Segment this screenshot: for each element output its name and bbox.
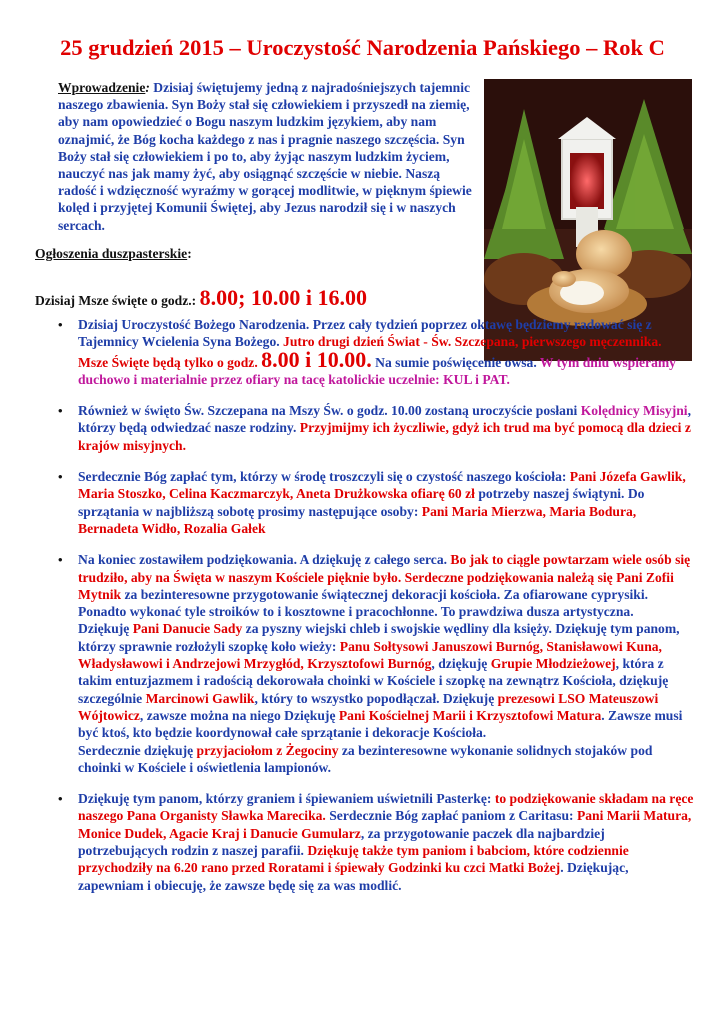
announcement-item xyxy=(58,551,694,776)
b2-text-4: Przyjmijmy ich życzliwie, gdyż ich trud ma być pomocą dla dzieci z krajów misyjnych. xyxy=(78,420,691,453)
announcement-item xyxy=(58,402,694,454)
b3-text-3: potrzeby naszej świątyni. Do sprzątania w najbliższą sobotę prosimy następujące osoby: xyxy=(78,486,645,519)
b3-text-4: Pani Maria Mierzwa, Maria Bodura, Bernadeta Widło, Rozalia Gałek xyxy=(78,503,637,536)
b1-times: 8.00 i 10.00. xyxy=(261,346,372,372)
b4-text-13: , który to wszystko popodłączał. Dziękuję xyxy=(254,690,498,706)
b4-text-16: Pani Kościelnej Marii i Krzysztofowi Matura xyxy=(338,707,602,723)
b1-text-4: Na sumie poświęcenie owsa. xyxy=(371,354,540,370)
b4-text-11: , która z takim entuzjazmem i radością dekorowała choinki w Kościele i szopkę na zewnątrz Kościoła, dziękuję szczególnie xyxy=(78,656,669,706)
b4-text-19: przyjaciołom z Żegociny xyxy=(196,742,339,758)
b1-text-1: Dzisiaj Uroczystość Bożego Narodzenia. Przez cały tydzień poprzez oktawę będziemy radować się z Tajemnicy Wcielenia Syna Bożego. xyxy=(78,317,652,350)
b5-text-1: Dziękuję tym panom, którzy graniem i śpiewaniem uświetnili Pasterkę: xyxy=(78,791,495,807)
b4-text-7: za pyszny wiejski chleb i swojskie wędliny dla księży. Dziękuję tym panom, którzy sprawnie rozłożyli szopkę koło wieży: xyxy=(78,621,680,654)
announcements-list xyxy=(58,316,694,908)
b4-text-20: za bezinteresowne wykonanie solidnych stojaków pod choinki w Kościele i oświetlenia lampionów. xyxy=(78,742,653,775)
mass-times-label: Dzisiaj Msze święte o godz.: xyxy=(35,293,200,308)
b5-text-6: Dziękuję także tym paniom i babciom, które codziennie przychodziły na 6.20 rano przed Roratami i śpiewały Godzinki ku czci Matki Bożej xyxy=(78,843,629,876)
b2-text-3: , którzy będą odwiedzać nasze rodziny. xyxy=(78,403,691,436)
b5-text-2: to podziękowanie składam na ręce naszego Pana Organisty Sławka Marecika. xyxy=(78,791,694,824)
b4-text-3: Pani Zofii Mytnik xyxy=(78,569,674,602)
b4-text-1: Na koniec zostawiłem podziękowania. A dziękuję z całego serca. xyxy=(78,552,451,568)
intro-text: Dzisiaj świętujemy jedną z najradośniejszych tajemnic naszego zbawienia. Syn Boży stał się człowiekiem i przyszedł na ziemię, aby nam opowiedzieć o Bogu naszym ludzkim językiem, aby nam oznajmić, że Bóg kocha każdego z nas i pragnie naszego szczęścia. Syn Boży stał się człowiekiem i po to, aby żyjąc naszym ludzkim życiem, nauczyć nas jak mamy żyć, aby osiągnąć szczęście w niebie. Naszą radość i wdzięczność wyraźmy w gorącej modlitwie, w pięknym śpiewie kolęd i przyjętej Komunii Świętej, aby Jezus narodził się i w naszych sercach. xyxy=(58,80,472,233)
b4-text-12: Marcinowi Gawlik xyxy=(145,690,255,706)
announcements-heading xyxy=(35,246,192,262)
b4-text-10: Grupie Młodzieżowej xyxy=(490,656,616,672)
b3-text-2: Pani Józefa Gawlik, Maria Stoszko, Celina Kaczmarczyk, Aneta Drużkowska ofiarę 60 zł xyxy=(78,469,686,502)
b4-text-8: Panu Sołtysowi Januszowi Burnóg, Stanisławowi Kuna, Władysławowi i Andrzejowi Mrzygłód, Krzysztofowi Burnóg xyxy=(78,638,662,672)
b5-text-3: Serdecznie Bóg zapłać paniom z Caritasu: xyxy=(325,808,577,824)
b1-text-5: W tym dniu wspieramy duchowo i materialnie przez ofiary na tacę katolickie uczelnie: KUL i PAT. xyxy=(78,354,676,387)
announcements-heading-colon: : xyxy=(187,246,192,261)
intro-paragraph xyxy=(58,79,476,234)
b4-text-15: , zawsze można na niego Dziękuję xyxy=(139,707,339,723)
announcements-heading-text: Ogłoszenia duszpasterskie xyxy=(35,246,188,261)
b3-text-1: Serdecznie Bóg zapłać tym, którzy w środę troszczyli się o czystość naszego kościoła: xyxy=(78,469,570,485)
b4-text-9: , dziękuję xyxy=(431,656,491,672)
b5-text-5: , za przygotowanie paczek dla najbardziej potrzebujących rodzin z naszej parafii. xyxy=(78,825,605,859)
b4-text-17: . Zawsze musi być ktoś, kto będzie koordynował całe sprzątanie i dekoracje Kościoła. xyxy=(78,707,683,741)
announcement-item xyxy=(58,468,694,537)
b4-text-6: Pani Danucie Sady xyxy=(132,621,243,637)
announcement-item xyxy=(58,790,694,894)
b2-text-1: Również w święto Św. Szczepana na Mszy Św. o godz. 10.00 zostaną uroczyście posłani xyxy=(78,403,581,419)
b4-text-14: prezesowi LSO Mateuszowi Wójtowicz xyxy=(78,690,659,723)
announcement-item xyxy=(58,316,694,388)
b4-text-5: Dziękuję xyxy=(78,621,133,637)
b2-text-2: Kolędnicy Misyjni xyxy=(580,403,688,419)
b4-text-18: Serdecznie dziękuję xyxy=(78,742,197,758)
b1-text-2: Jutro drugi dzień Świat - Św. Szczepana, pierwszego męczennika. Msze Święte będą tylko o godz. xyxy=(78,334,662,370)
page-title: 25 grudzień 2015 – Uroczystość Narodzenia Pańskiego – Rok C xyxy=(60,35,665,60)
b4-text-4: za bezinteresowne przygotowanie świątecznej dekoracji kościoła. Za ofiarowane cyprysiki. Ponadto wykonać tyle stroików to i kosztowne i pracochłonne. To prawdziwa dusza artystyczna. xyxy=(78,586,648,620)
mass-times-value: 8.00; 10.00 i 16.00 xyxy=(199,285,368,310)
b4-text-2: Bo jak to ciągle powtarzam wiele osób się trudziło, aby na Święta w naszym Kościele pięknie było. Serdeczne podziękowania należą się xyxy=(78,552,691,585)
intro-colon: : xyxy=(145,80,150,95)
b5-text-4: Pani Marii Matura, Monice Dudek, Agacie Kraj i Danucie Gumularz xyxy=(78,808,692,841)
b5-text-7: . Dziękując, zapewniam i obiecuję, że zawsze będę się za was modlić. xyxy=(78,860,629,893)
intro-label: Wprowadzenie xyxy=(58,80,146,95)
mass-times xyxy=(35,285,367,311)
